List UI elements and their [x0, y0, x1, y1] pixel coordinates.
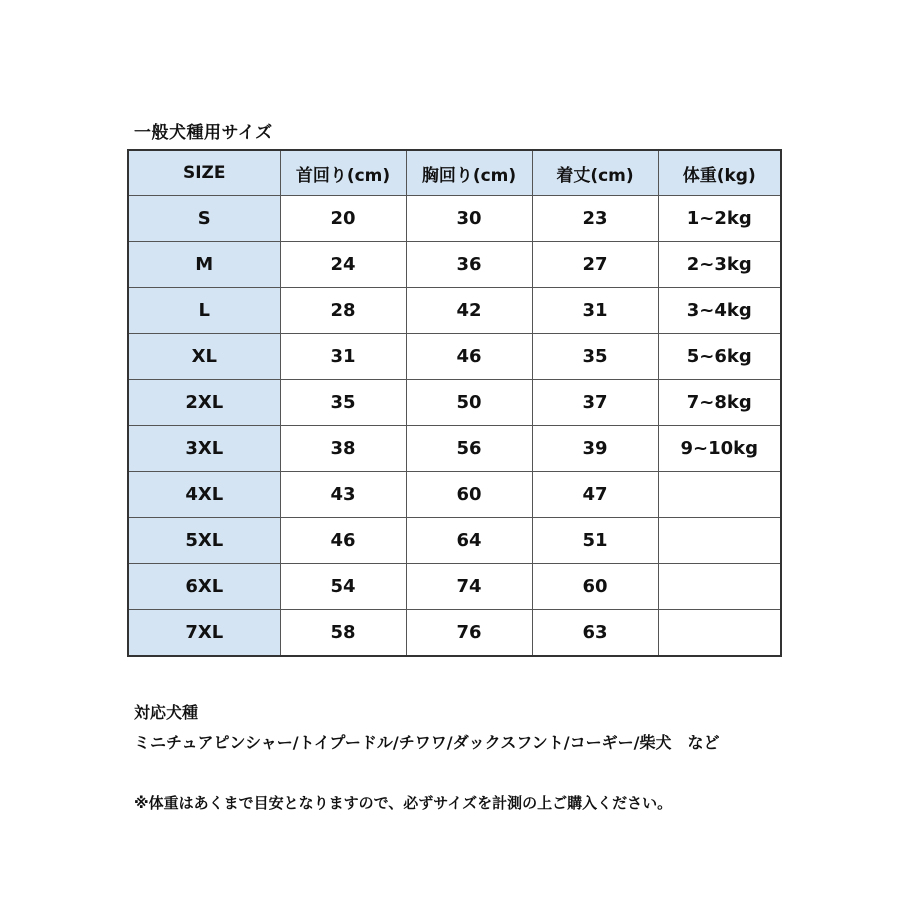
- cell-neck: 35: [280, 380, 406, 426]
- cell-size: 4XL: [128, 472, 280, 518]
- header-row: [128, 150, 781, 196]
- cell-weight: [658, 610, 781, 657]
- table-row: [128, 380, 781, 426]
- header-neck: 首回り(cm): [280, 150, 406, 196]
- cell-weight: 2~3kg: [658, 242, 781, 288]
- cell-weight: 7~8kg: [658, 380, 781, 426]
- cell-size: XL: [128, 334, 280, 380]
- cell-chest: 36: [406, 242, 532, 288]
- weight-note: ※体重はあくまで目安となりますので、必ずサイズを計測の上ご購入ください。: [134, 794, 673, 812]
- cell-length: 35: [532, 334, 658, 380]
- cell-size: S: [128, 196, 280, 242]
- breeds-heading: 対応犬種: [134, 703, 199, 722]
- header-length: 着丈(cm): [532, 150, 658, 196]
- cell-chest: 64: [406, 518, 532, 564]
- cell-length: 63: [532, 610, 658, 657]
- cell-length: 31: [532, 288, 658, 334]
- cell-chest: 74: [406, 564, 532, 610]
- cell-neck: 54: [280, 564, 406, 610]
- cell-chest: 30: [406, 196, 532, 242]
- cell-size: L: [128, 288, 280, 334]
- cell-weight: [658, 518, 781, 564]
- cell-weight: [658, 564, 781, 610]
- cell-chest: 46: [406, 334, 532, 380]
- cell-length: 51: [532, 518, 658, 564]
- table-row: [128, 426, 781, 472]
- header-chest: 胸回り(cm): [406, 150, 532, 196]
- cell-neck: 43: [280, 472, 406, 518]
- table-row: [128, 196, 781, 242]
- cell-chest: 60: [406, 472, 532, 518]
- cell-length: 37: [532, 380, 658, 426]
- chart-title: 一般犬種用サイズ: [134, 123, 273, 143]
- cell-neck: 46: [280, 518, 406, 564]
- table-row: [128, 242, 781, 288]
- cell-length: 60: [532, 564, 658, 610]
- table-row: [128, 518, 781, 564]
- header-weight: 体重(kg): [658, 150, 781, 196]
- table-row: [128, 610, 781, 657]
- cell-weight: [658, 472, 781, 518]
- table-row: [128, 288, 781, 334]
- cell-weight: 3~4kg: [658, 288, 781, 334]
- cell-neck: 58: [280, 610, 406, 657]
- table-row: [128, 334, 781, 380]
- cell-size: 3XL: [128, 426, 280, 472]
- cell-length: 47: [532, 472, 658, 518]
- header-size: SIZE: [128, 150, 280, 196]
- size-table: [127, 149, 782, 657]
- cell-neck: 24: [280, 242, 406, 288]
- cell-size: 7XL: [128, 610, 280, 657]
- cell-length: 39: [532, 426, 658, 472]
- table-row: [128, 564, 781, 610]
- cell-size: 6XL: [128, 564, 280, 610]
- breeds-list: ミニチュアピンシャー/トイプードル/チワワ/ダックスフント/コーギー/柴犬 など: [134, 733, 720, 752]
- cell-weight: 9~10kg: [658, 426, 781, 472]
- cell-chest: 76: [406, 610, 532, 657]
- table-row: [128, 472, 781, 518]
- cell-neck: 38: [280, 426, 406, 472]
- cell-weight: 5~6kg: [658, 334, 781, 380]
- cell-size: 5XL: [128, 518, 280, 564]
- cell-chest: 50: [406, 380, 532, 426]
- cell-size: M: [128, 242, 280, 288]
- cell-length: 27: [532, 242, 658, 288]
- cell-neck: 31: [280, 334, 406, 380]
- cell-chest: 42: [406, 288, 532, 334]
- cell-length: 23: [532, 196, 658, 242]
- cell-neck: 28: [280, 288, 406, 334]
- cell-neck: 20: [280, 196, 406, 242]
- cell-weight: 1~2kg: [658, 196, 781, 242]
- cell-size: 2XL: [128, 380, 280, 426]
- cell-chest: 56: [406, 426, 532, 472]
